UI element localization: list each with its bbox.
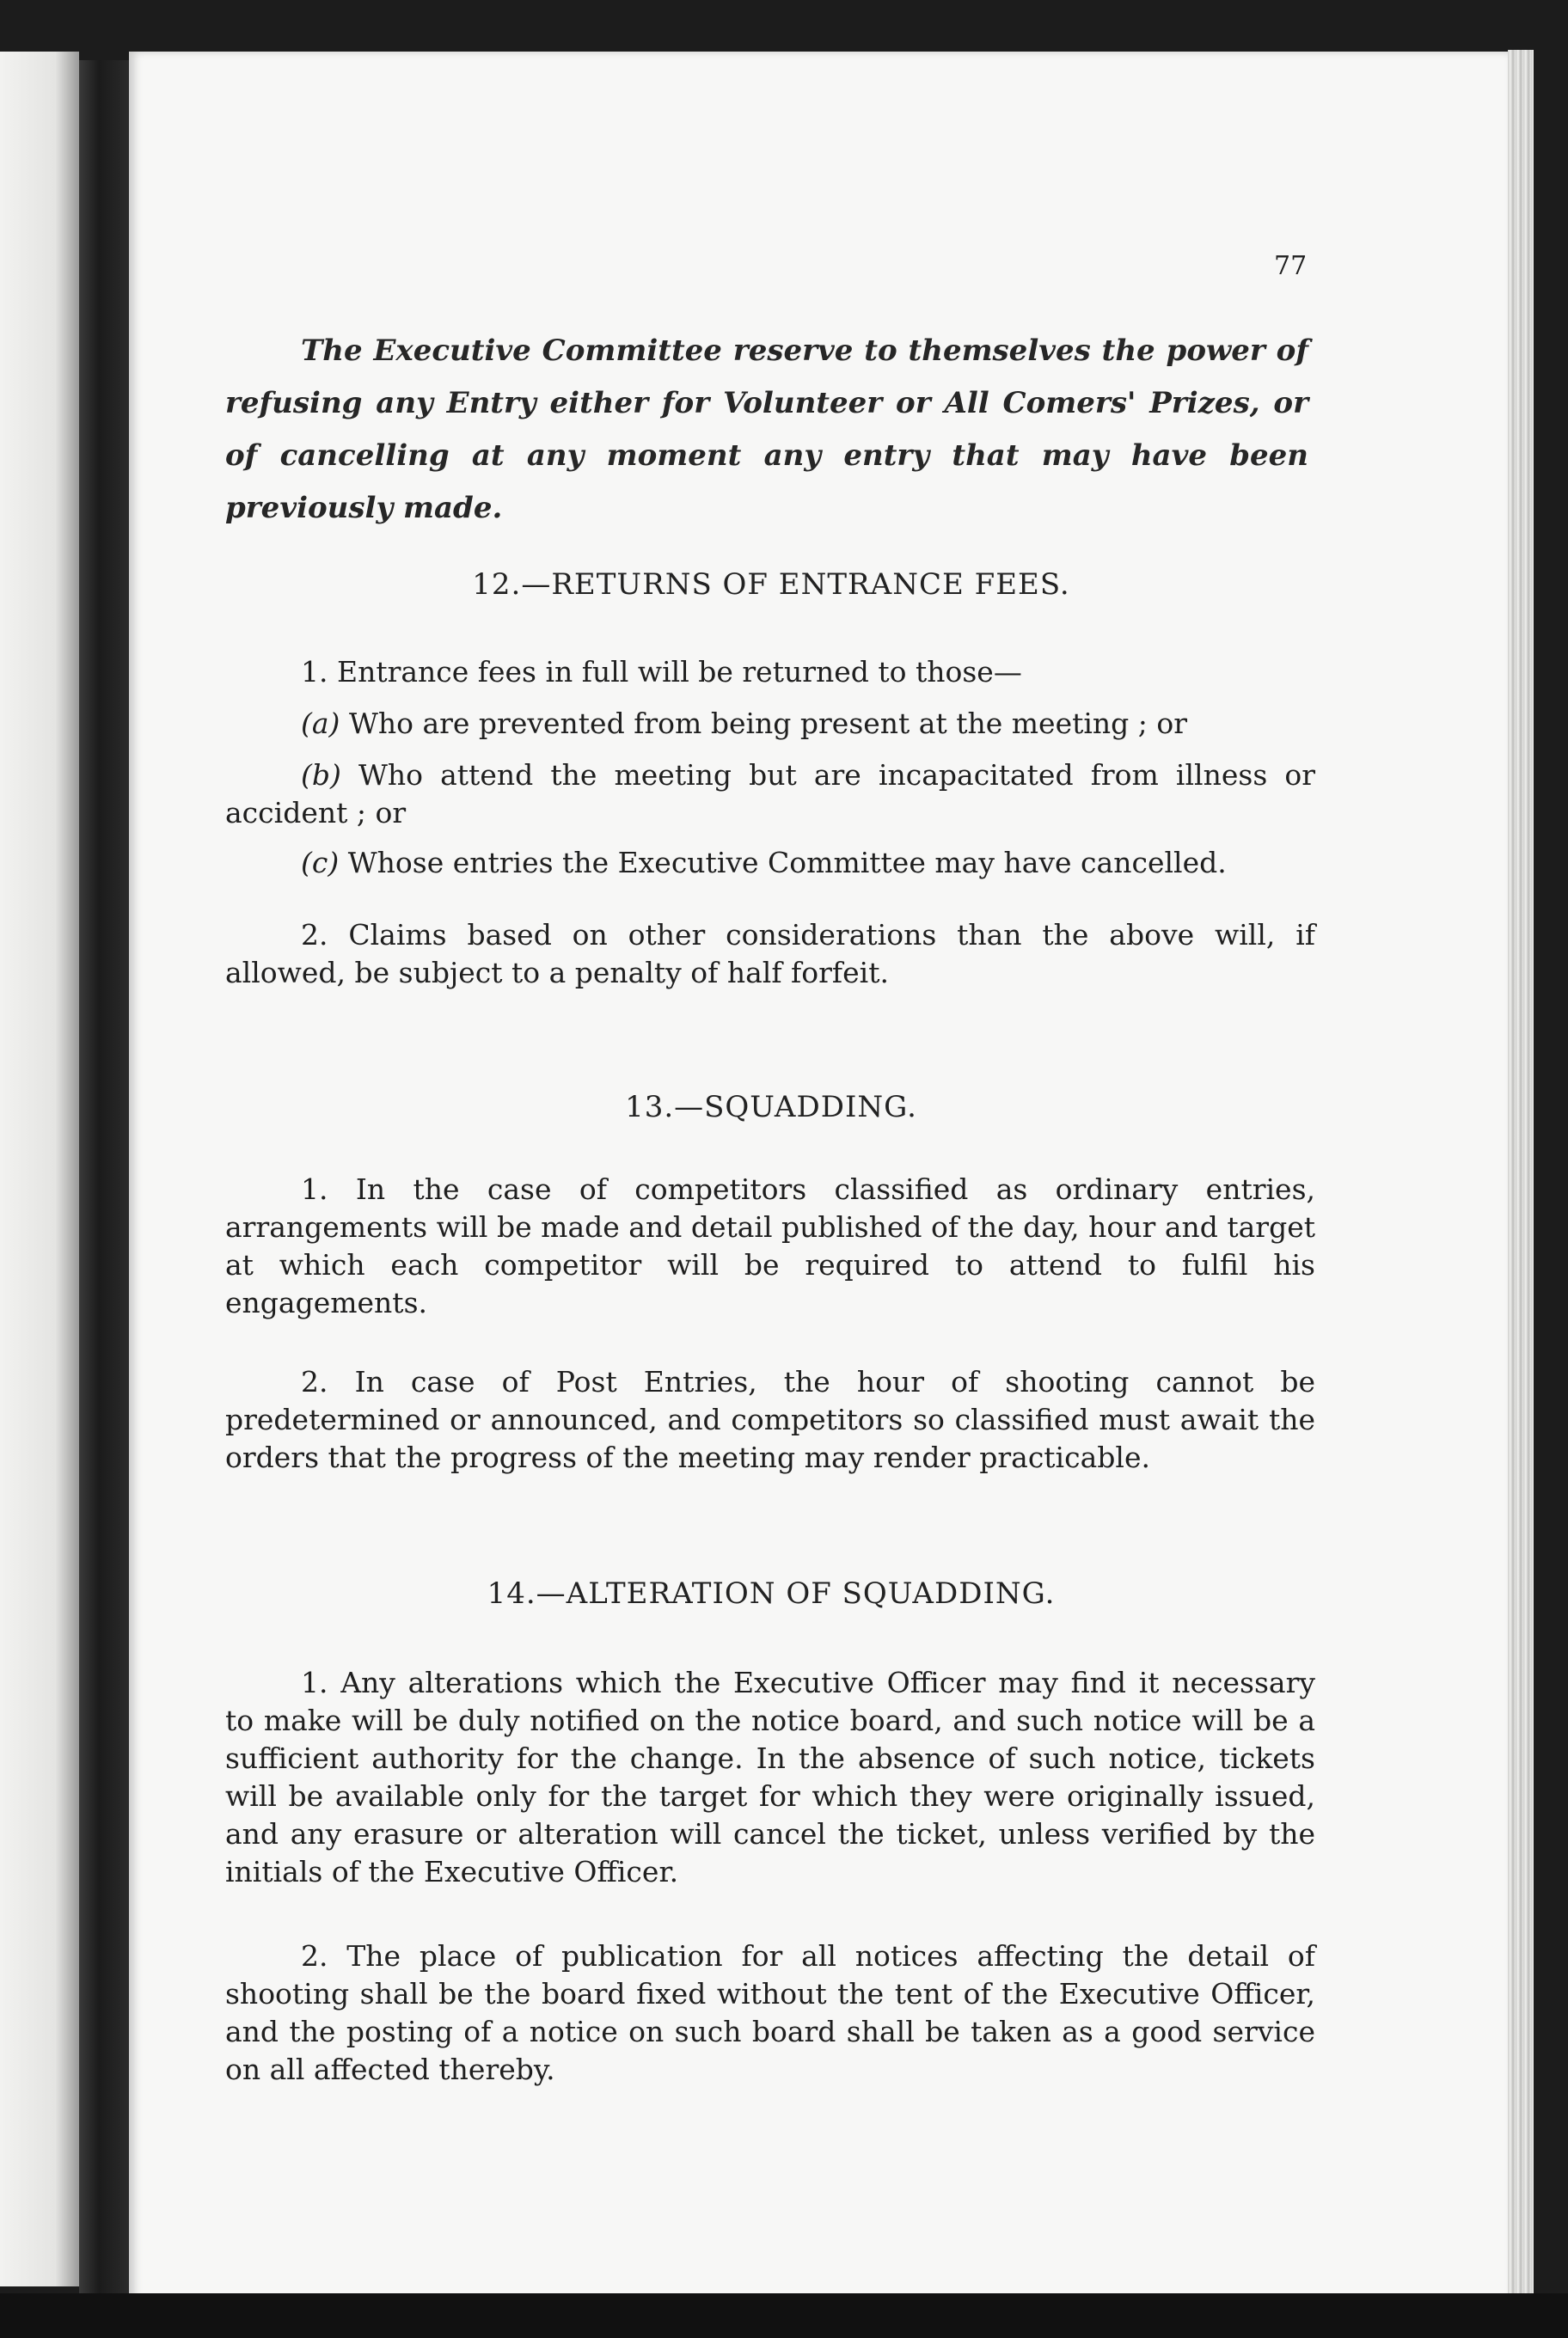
page-edges	[1508, 50, 1534, 2309]
book-spine	[79, 60, 129, 2295]
section-13-paragraph-2: 2. In case of Post Entries, the hour of shooting cannot be predetermined or announced, and competitors so classified must await the orders that the progress of the meeting may render practicable.	[225, 1365, 1315, 1474]
section-12-intro: 1. Entrance fees in full will be returned to those—	[301, 655, 1022, 689]
section-12-paragraph-2: 2. Claims based on other considerations than the above will, if allowed, be subject to a penalty of half forfeit.	[225, 918, 1315, 989]
section-14-paragraph-1: 1. Any alterations which the Executive Officer may find it necessary to make will be duly notified on the notice board, and such notice will be a sufficient authority for the change. In the absence of such notice, tickets will be available only for the target for which they were originally issued, and any erasure or alteration will cancel the ticket, unless verified by the initials of the Executive Officer.	[225, 1666, 1315, 1888]
section-12-item-a	[225, 705, 1315, 743]
item-text: Who attend the meeting but are incapacitated from illness or accident ; or	[225, 758, 1315, 829]
section-14-heading: 14.—ALTERATION OF SQUADDING.	[487, 1576, 1056, 1611]
item-mark: (b)	[301, 758, 341, 792]
executive-committee-notice: The Executive Committee reserve to themselves the power of refusing any Entry either for Volunteer or All Comers' Prizes, or of cancelling at any moment any entry that may have been previously made.	[225, 334, 1308, 525]
page-number: 77	[1274, 251, 1308, 281]
left-page-margin	[0, 52, 79, 2286]
section-12-item-b	[225, 756, 1315, 832]
item-mark: (a)	[301, 707, 340, 740]
section-12-item-c	[225, 844, 1315, 882]
scan-bottom-border	[0, 2293, 1568, 2338]
item-text: Who are prevented from being present at the meeting ; or	[348, 707, 1188, 740]
section-13-paragraph-1: 1. In the case of competitors classified as ordinary entries, arrangements will be made and detail published of the day, hour and target at which each competitor will be required to attend to fulfil his engagements.	[225, 1172, 1315, 1319]
section-14-paragraph-2: 2. The place of publication for all notices affecting the detail of shooting shall be the board fixed without the tent of the Executive Officer, and the posting of a notice on such board shall be taken as a good service on all affected thereby.	[225, 1939, 1315, 2086]
item-mark: (c)	[301, 846, 340, 879]
item-text: Whose entries the Executive Committee may have cancelled.	[347, 846, 1227, 879]
section-12-heading: 12.—RETURNS OF ENTRANCE FEES.	[472, 567, 1070, 602]
section-13-heading: 13.—SQUADDING.	[625, 1090, 917, 1124]
